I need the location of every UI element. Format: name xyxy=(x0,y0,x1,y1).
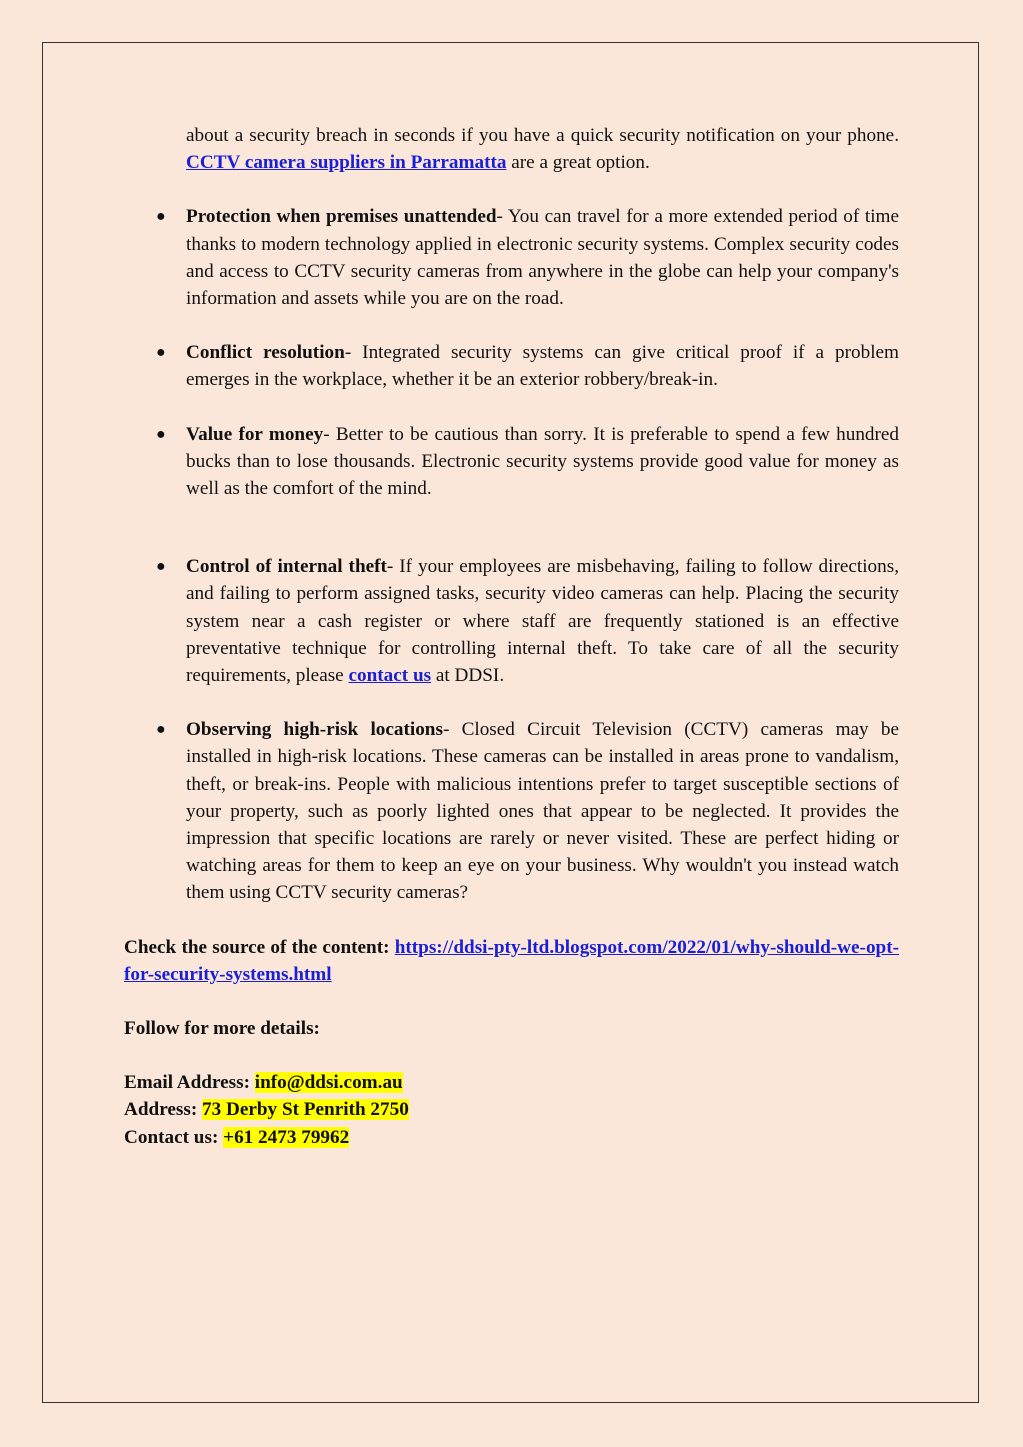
bullet-title: Value for money xyxy=(186,423,324,445)
bullet-icon: ● xyxy=(156,208,166,226)
bullet-icon: ● xyxy=(156,721,166,739)
follow-heading: Follow for more details: xyxy=(124,1018,320,1040)
list-item xyxy=(124,421,899,503)
contact-us-link[interactable]: contact us xyxy=(348,665,432,687)
bullet-text: - You can travel for a more extended period of time thanks to modern technology applied in electronic security systems. Complex security codes and access to CCTV security cameras from anywhere in the globe can help your company's information and assets while you are on the road. xyxy=(186,206,899,310)
source-url-link[interactable]: https://ddsi-pty-ltd.blogspot.com/2022/01/why-should-we-opt-for-security-systems.html xyxy=(124,936,899,985)
bullet-icon: ● xyxy=(156,344,166,362)
source-label: Check the source of the content: xyxy=(124,936,390,958)
bullet-icon: ● xyxy=(156,558,166,576)
bullet-text: - Better to be cautious than sorry. It is preferable to spend a few hundred bucks than to lose thousands. Electronic security systems provide good value for money as well as the comfort of the mind. xyxy=(186,423,900,500)
list-item xyxy=(124,339,899,393)
bullet-title: Control of internal theft xyxy=(186,556,387,578)
source-line xyxy=(124,934,899,988)
intro-after-text: are a great option. xyxy=(511,152,650,174)
intro-text: about a security breach in seconds if you have a quick security notification on your phone. xyxy=(186,125,899,146)
cctv-suppliers-link[interactable]: CCTV camera suppliers in Parramatta xyxy=(186,152,507,174)
email-line xyxy=(124,1069,899,1096)
intro-paragraph xyxy=(186,122,899,176)
bullet-text: - Integrated security systems can give critical proof if a problem emerges in the workplace, whether it be an exterior robbery/break-in. xyxy=(186,342,899,391)
bullet-title: Protection when premises unattended xyxy=(186,206,497,228)
benefits-list xyxy=(124,203,899,906)
bullet-title: Conflict resolution xyxy=(186,342,345,364)
address-label: Address: xyxy=(124,1099,198,1121)
address-value: 73 Derby St Penrith 2750 xyxy=(202,1099,409,1121)
bullet-text: - If your employees are misbehaving, failing to follow directions, and failing to perform assigned tasks, security video cameras can help. Placing the security system near a cash register or where staff are frequently stationed is an effective preventative technique for controlling internal theft. To take care of all the security requirements, please xyxy=(186,556,900,687)
phone-value[interactable]: +61 2473 79962 xyxy=(223,1126,350,1148)
bullet-icon: ● xyxy=(156,425,166,443)
bullet-title: Observing high-risk locations xyxy=(186,719,443,741)
list-item xyxy=(124,203,899,312)
phone-line xyxy=(124,1124,899,1151)
email-label: Email Address: xyxy=(124,1072,250,1094)
list-item xyxy=(124,553,899,689)
bullet-after-text: at DDSI. xyxy=(435,665,505,687)
bullet-text: - Closed Circuit Television (CCTV) cameras may be installed in high-risk locations. These cameras can be installed in areas prone to vandalism, theft, or break-ins. People with malicious intentions prefer to target susceptible sections of your property, such as poorly lighted ones that appear to be neglected. It provides the impression that specific locations are rarely or never visited. These are perfect hiding or watching areas for them to keep an eye on your business. Why wouldn't you instead watch them using CCTV security cameras? xyxy=(186,719,899,904)
email-value[interactable]: info@ddsi.com.au xyxy=(254,1072,403,1094)
list-item xyxy=(124,716,899,906)
address-line xyxy=(124,1096,899,1123)
page-content xyxy=(124,122,899,1151)
phone-label: Contact us: xyxy=(124,1126,219,1148)
